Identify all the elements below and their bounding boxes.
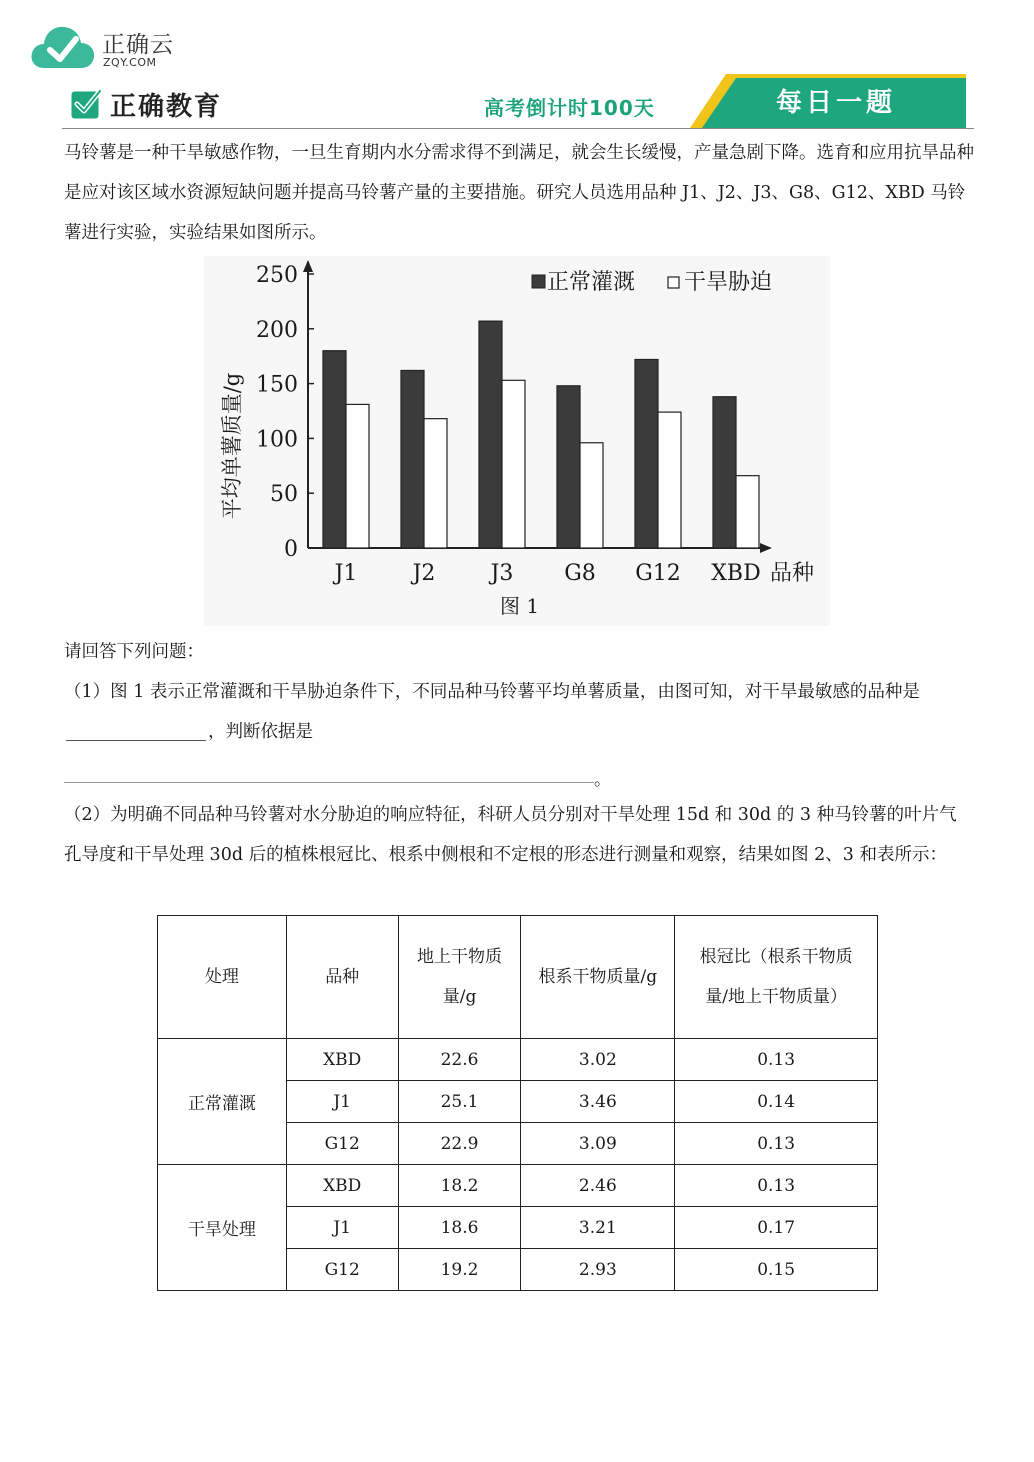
bar-normal-irrigation [479,321,502,548]
value-cell: 19.2 [398,1249,521,1291]
legend-swatch-normal [532,275,545,288]
logo-domain: ZQY.COM [103,56,157,69]
header-treatment: 处理 [158,916,287,1039]
legend-label-normal: 正常灌溉 [547,270,636,295]
table-header-row [158,916,878,1039]
variety-cell: G12 [286,1249,398,1291]
data-table [157,915,878,1291]
x-tick-label: XBD [711,561,761,586]
cloud-check-logo-icon [30,22,96,72]
x-tick-label: J2 [412,561,436,586]
value-cell: 3.46 [521,1081,675,1123]
value-cell: 0.17 [675,1207,878,1249]
x-axis-label: 品种 [770,561,815,586]
brand-name: 正确教育 [110,92,223,122]
legend-label-drought: 干旱胁迫 [684,270,773,295]
value-cell: 2.46 [521,1165,675,1207]
value-cell: 0.13 [675,1165,878,1207]
logo-name: 正确云 [102,32,174,58]
header-root-mass: 根系干物质量/g [521,916,675,1039]
x-tick-label: G12 [635,561,681,586]
chart-canvas [204,256,830,626]
table-row [158,1165,878,1207]
question-1 [64,672,974,752]
variety-cell: G12 [286,1123,398,1165]
value-cell: 2.93 [521,1249,675,1291]
value-cell: 18.6 [398,1207,521,1249]
y-tick-label: 100 [256,427,298,453]
answer-blank[interactable] [66,718,206,741]
question-2: （2）为明确不同品种马铃薯对水分胁迫的响应特征，科研人员分别对干旱处理 15d 和 30d 的 3 种马铃薯的叶片气孔导度和干旱处理 30d 后的植株根冠比、根系中侧根和不定根的形态进行测量和观察，结果如图 2、3 和表所示： [64,805,957,865]
value-cell: 18.2 [398,1165,521,1207]
value-cell: 3.02 [521,1039,675,1081]
y-tick-label: 50 [270,482,298,508]
bar-normal-irrigation [635,359,658,548]
bar-chart [204,256,830,626]
bar-drought-stress [736,476,759,548]
treatment-cell: 干旱处理 [158,1165,287,1291]
value-cell: 25.1 [398,1081,521,1123]
value-cell: 0.13 [675,1039,878,1081]
bar-normal-irrigation [401,370,424,548]
header-divider [62,128,974,129]
daily-question-label: 每日一题 [776,88,897,118]
y-tick-label: 150 [256,372,298,398]
bar-drought-stress [424,419,447,548]
y-tick-label: 0 [284,537,298,562]
value-cell: 3.09 [521,1123,675,1165]
value-cell: 0.14 [675,1081,878,1123]
variety-cell: XBD [286,1039,398,1081]
value-cell: 0.13 [675,1123,878,1165]
value-cell: 22.6 [398,1039,521,1081]
bar-normal-irrigation [713,397,736,548]
y-tick-label: 250 [256,263,298,288]
y-tick-label: 200 [256,317,298,343]
question-prompt: 请回答下列问题： [64,642,204,662]
value-cell: 22.9 [398,1123,521,1165]
intro-paragraph: 马铃薯是一种干旱敏感作物，一旦生育期内水分需求得不到满足，就会生长缓慢，产量急剧下降。选育和应用抗旱品种是应对该区域水资源短缺问题并提高马铃薯产量的主要措施。研究人员选用品种 J1、J2、J3、G8、G12、XBD 马铃薯进行实验，实验结果如图所示。 [64,143,974,243]
bar-normal-irrigation [557,386,580,548]
question-1-text: （1）图 1 表示正常灌溉和干旱胁迫条件下，不同品种马铃薯平均单薯质量，由图可知，对干旱最敏感的品种是 [64,682,920,702]
bar-drought-stress [580,443,603,548]
figure-caption: 图 1 [500,594,540,618]
bar-drought-stress [346,404,369,548]
x-tick-label: J3 [490,561,514,586]
variety-cell: J1 [286,1081,398,1123]
header-root-shoot-ratio: 根冠比（根系干物质量/地上干物质量） [675,916,878,1039]
x-tick-label: J1 [334,561,358,586]
bar-drought-stress [658,412,681,548]
value-cell: 0.15 [675,1249,878,1291]
exam-countdown: 高考倒计时100天 [484,96,655,120]
answer-line[interactable] [64,782,594,783]
table-row [158,1039,878,1081]
y-axis-arrow [303,260,313,272]
bar-drought-stress [502,380,525,548]
y-axis-label: 平均单薯质量/g [220,372,244,520]
legend-swatch-drought [668,277,679,288]
x-tick-label: G8 [564,561,596,586]
header-shoot-mass: 地上干物质量/g [398,916,521,1039]
header-variety: 品种 [286,916,398,1039]
variety-cell: J1 [286,1207,398,1249]
checkbox-logo-icon [70,88,102,120]
variety-cell: XBD [286,1165,398,1207]
bar-normal-irrigation [323,351,346,548]
treatment-cell: 正常灌溉 [158,1039,287,1165]
question-1-end: 。 [594,770,611,790]
x-axis-arrow [760,543,772,553]
question-1-text-2: ，判断依据是 [208,722,313,742]
value-cell: 3.21 [521,1207,675,1249]
